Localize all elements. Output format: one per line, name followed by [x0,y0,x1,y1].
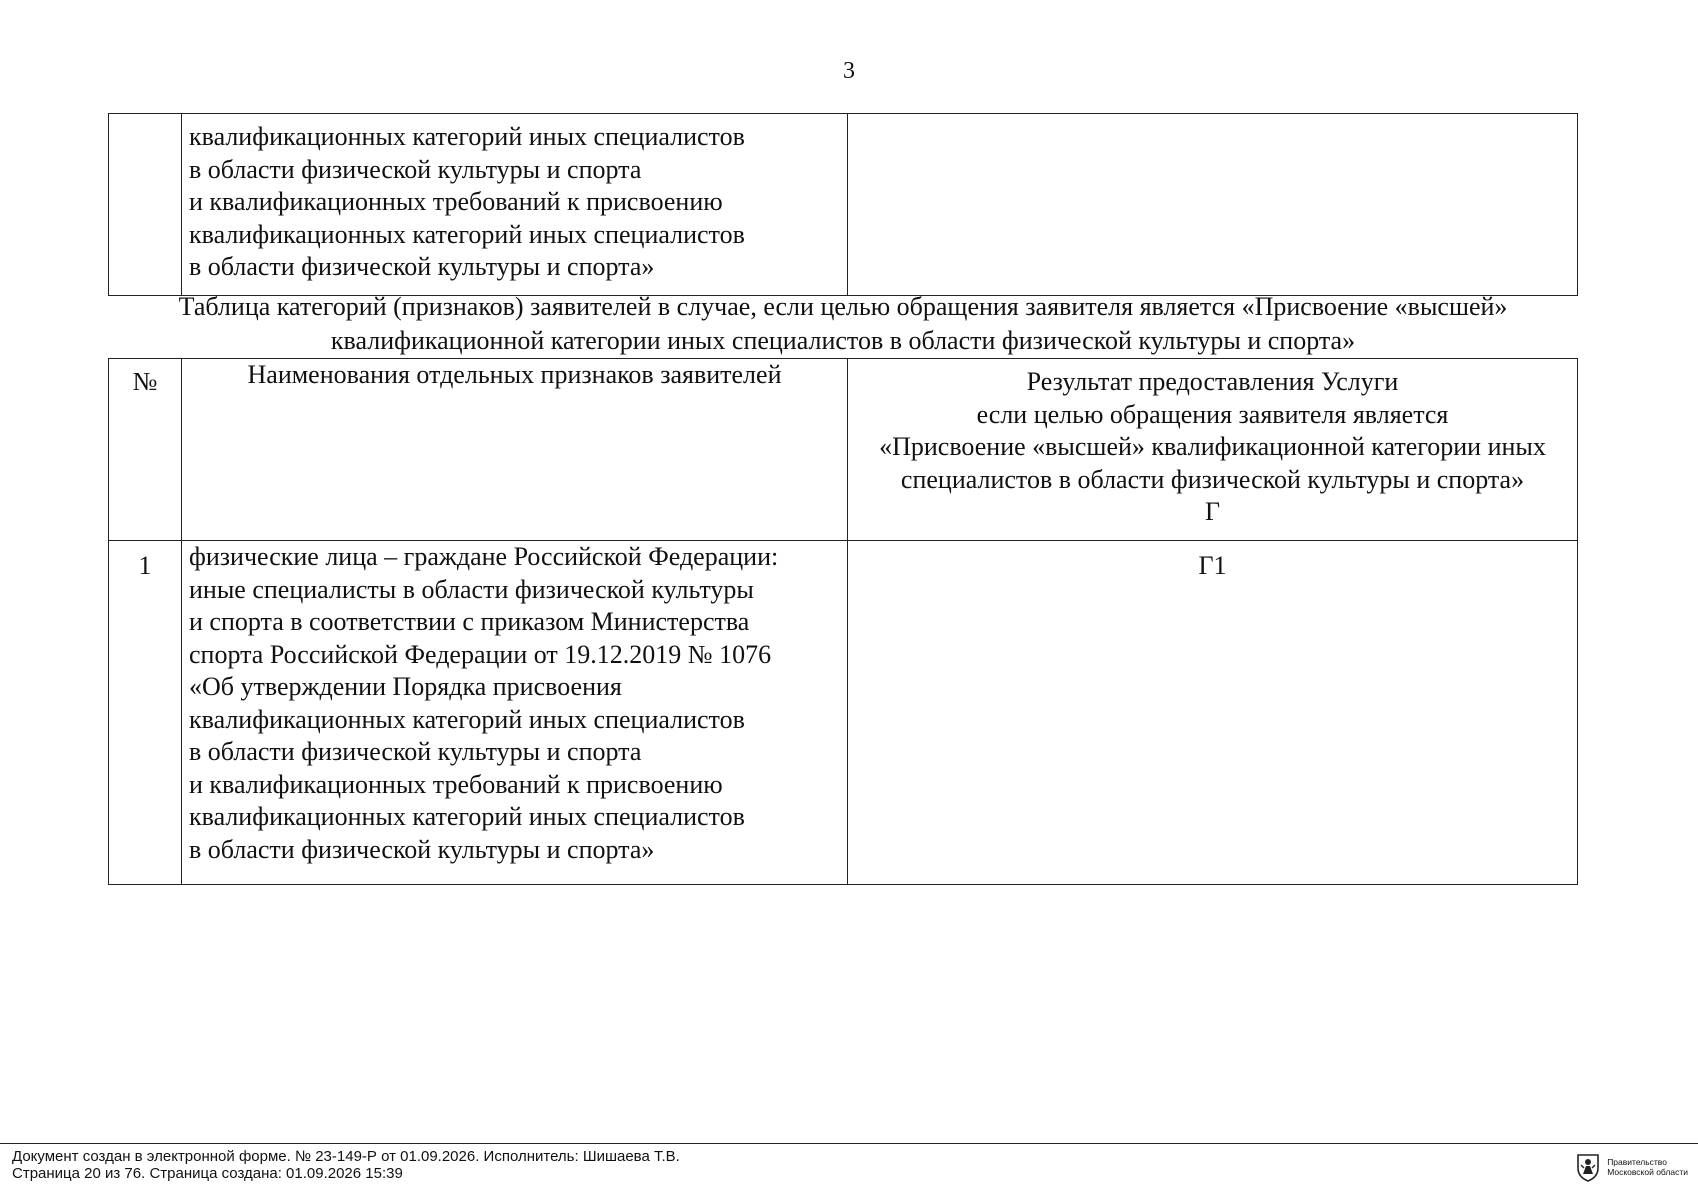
footer-divider [0,1143,1698,1144]
row-number-cell: 1 [109,541,182,885]
result-cell [848,114,1578,296]
result-cell: Г1 [848,541,1578,885]
footer-document-line: Документ создан в электронной форме. № 23-149-Р от 01.09.2026. Исполнитель: Шишаева Т.В. [12,1148,680,1165]
continued-table [108,113,1578,296]
government-logo [1574,1152,1688,1182]
org-region-line: Московской области [1607,1167,1688,1177]
org-name-line: Правительство [1607,1157,1667,1167]
page-number: 3 [843,58,855,84]
table-caption: Таблица категорий (признаков) заявителей в случае, если целью обращения заявителя является «Присвоение «высшей» квалификационной категории иных специалистов в области физической культуры и спорта» [178,292,1508,355]
footer-page-line: Страница 20 из 76. Страница создана: 01.09.2026 15:39 [12,1164,403,1182]
government-name [1607,1157,1688,1177]
table-row [109,541,1578,885]
coat-of-arms-icon [1574,1152,1602,1182]
table-row [109,114,1578,296]
header-criteria: Наименования отдельных признаков заявителей [182,359,848,541]
applicant-criteria-cell: физические лица – граждане Российской Федерации: иные специалисты в области физической культуры и спорта в соответствии с приказом Министерства спорта Российской Федерации от 19.12.2019 № 1076 «Об утверждении Порядка присвоения квалификационных категорий иных специалистов в области физической культуры и спорта и квалификационных требований к присвоению квалификационных категорий иных специалистов в области физической культуры и спорта» [182,541,848,885]
applicant-criteria-cell: квалификационных категорий иных специалистов в области физической культуры и спорта и квалификационных требований к присвоению квалификационных категорий иных специалистов в области физической культуры и спорта» [182,114,848,296]
applicant-categories-table [108,358,1578,885]
header-number: № [109,359,182,541]
header-result: Результат предоставления Услуги если целью обращения заявителя является «Присвоение «высшей» квалификационной категории иных специалистов в области физической культуры и спорта» Г [848,359,1578,541]
table-header-row [109,359,1578,541]
footer-info [12,1149,680,1182]
row-number-cell [109,114,182,296]
